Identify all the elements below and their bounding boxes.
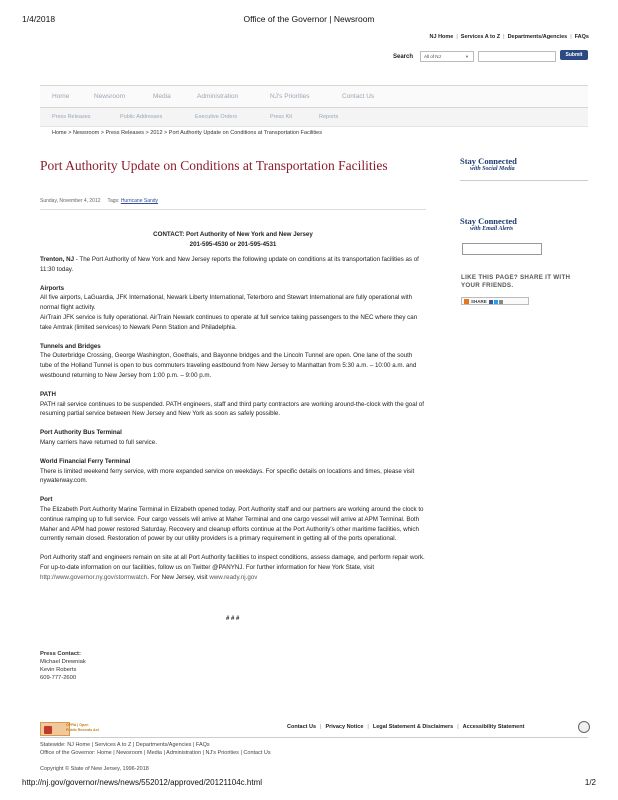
opra-logo-mark <box>44 726 52 734</box>
nav-home[interactable]: Home <box>52 93 70 100</box>
email-alert-input[interactable] <box>462 243 542 255</box>
section-heading: PATH <box>40 390 56 398</box>
section-heading: Port Authority Bus Terminal <box>40 429 122 437</box>
share-button[interactable] <box>461 297 529 305</box>
press-contact-phone: 609-777-2600 <box>40 675 77 681</box>
social-title: Stay Connected <box>460 156 517 166</box>
subnav-reports[interactable]: Reports <box>319 114 339 120</box>
main-nav <box>40 85 588 108</box>
social-media-widget[interactable] <box>460 156 588 181</box>
footer-legal-link[interactable]: Legal Statement & Disclaimers <box>372 724 454 730</box>
util-link-nj-home[interactable]: NJ Home <box>429 34 454 40</box>
press-contact-label: Press Contact: <box>40 651 81 657</box>
nav-administration[interactable]: Administration <box>197 93 239 100</box>
utility-nav: NJ Home | Services A to Z | Departments/Agencies | FAQs <box>429 34 589 40</box>
footer-divider <box>40 737 588 738</box>
end-mark: # # # <box>226 616 240 622</box>
closing-text: Port Authority staff and engineers remain on site at all Port Authority facilities to inspect conditions, assess damage, and perform repair work. For up-to-date information on our facilities, follow us on Twitter @PANYNJ. For further information for New York State, visit <box>40 554 425 571</box>
footer-accessibility-link[interactable]: Accessibility Statement <box>462 724 525 730</box>
email-icon <box>499 300 503 304</box>
press-contact <box>40 650 86 682</box>
opra-logo-text <box>66 723 99 732</box>
contact-block <box>40 230 426 249</box>
facebook-icon <box>489 300 493 304</box>
dateline: Trenton, NJ <box>40 256 75 263</box>
press-contact-name: Michael Drewniak <box>40 659 86 665</box>
intro-paragraph <box>40 255 426 275</box>
footer-office-links[interactable]: Office of the Governor: Home | Newsroom | Media | Administration | NJ's Priorities | Contact Us <box>40 749 271 756</box>
nav-newsroom[interactable]: Newsroom <box>94 93 126 100</box>
state-seal-icon <box>578 721 590 733</box>
section-text: PATH rail service continues to be suspended. PATH engineers, staff and third party contractors are working around-the-clock with the goal of resuming partial service between New Jersey and New York as soon as safely possible. <box>40 400 424 418</box>
tag-link[interactable]: Hurricane Sandy <box>120 198 159 204</box>
section-text: The Elizabeth Port Authority Marine Terminal in Elizabeth opened today. Port Authority staff and our partners are working around the clock to continue ramping up to full service. Four cargo vessels will arrive at Maher Terminal and one cargo vessel will arrive at APM Terminal. Both Maher and APM had power restored Saturday. Recovery and cleanup efforts continue at the Port Authority's other maritime facilities, which currently remain closed. Restoration of power by our utility providers is a primary requirement in getting all of the ports operational. <box>40 505 424 543</box>
section-text: There is limited weekend ferry service, with more expanded service on weekdays. For specific details on locations and times, please visit nywaterway.com. <box>40 467 415 485</box>
print-date: 1/4/2018 <box>22 14 56 24</box>
nav-media[interactable]: Media <box>153 93 171 100</box>
press-contact-name: Kevin Roberts <box>40 667 77 673</box>
footer-links: Contact Us | Privacy Notice | Legal Statement & Disclaimers | Accessibility Statement <box>287 724 525 730</box>
breadcrumb[interactable]: Home > Newsroom > Press Releases > 2012 > Port Authority Update on Conditions at Transportation Facilities <box>52 130 322 136</box>
contact-line-2: 201-595-4530 or 201-595-4531 <box>189 240 277 248</box>
twitter-icon <box>494 300 498 304</box>
section-heading: Airports <box>40 284 65 292</box>
opra-logo-line: OPRA | Open <box>66 723 89 727</box>
section-heading: Tunnels and Bridges <box>40 342 101 350</box>
subnav-executive-orders[interactable]: Executive Orders <box>195 114 238 120</box>
section-text: All five airports, LaGuardia, JFK International, Newark Liberty International, Teterboro and Stewart International are fully operational with normal flight activity. <box>40 294 413 312</box>
footer-contact-link[interactable]: Contact Us <box>287 724 317 730</box>
article-body <box>40 255 426 592</box>
chevron-down-icon: ▼ <box>465 54 469 59</box>
email-subtitle: with Email Alerts <box>470 226 514 232</box>
footer-statewide-links[interactable]: Statewide: NJ Home | Services A to Z | Departments/Agencies | FAQs <box>40 742 210 748</box>
util-link-departments[interactable]: Departments/Agencies <box>507 34 568 40</box>
intro-text: - The Port Authority of New York and New Jersey reports the following update on conditions at its transportation facilities as of 11:30 today. <box>40 256 419 273</box>
search-scope-select[interactable] <box>420 51 474 62</box>
tags-label: Tags: <box>107 198 120 204</box>
divider <box>460 180 588 181</box>
nav-priorities[interactable]: NJ's Priorities <box>270 93 310 100</box>
section-heading: World Financial Ferry Terminal <box>40 457 131 465</box>
search-label: Search <box>393 54 414 60</box>
search-submit-button[interactable]: Submit <box>560 50 588 60</box>
share-label: SHARE <box>471 299 487 304</box>
section-text: AirTrain JFK service is fully operational. AirTrain Newark continues to operate at full service taking passengers to the NEC where they can take Amtrak (limited services) to Newark Penn Station and Philadelphia. <box>40 313 418 331</box>
ready-nj-link[interactable]: www.ready.nj.gov <box>209 573 258 581</box>
share-prompt: LIKE THIS PAGE? SHARE IT WITH YOUR FRIENDS. <box>461 274 571 289</box>
nav-contact[interactable]: Contact Us <box>342 93 375 100</box>
section-heading: Port <box>40 496 53 504</box>
search-input[interactable] <box>478 51 556 62</box>
closing-paragraph <box>40 553 426 582</box>
share-icon <box>464 299 469 304</box>
section-text: The Outerbridge Crossing, George Washington, Goethals, and Bayonne bridges and the Lincoln Tunnel are open. One lane of the south tube of the Holland Tunnel is open to bus commuters traveling eastbound from New Jersey to Manhattan from 5:30 a.m. – 10:00 a.m. and westbound returning to New Jersey from 1:00 p.m. – 9:00 p.m. <box>40 352 417 379</box>
footer-nav-lines <box>40 742 271 757</box>
print-page-number: 1/2 <box>584 778 596 787</box>
subnav-press-releases[interactable]: Press Releases <box>52 114 91 120</box>
search-scope-value: All of NJ <box>424 54 441 59</box>
email-alerts-widget <box>460 216 588 232</box>
print-url: http://nj.gov/governor/news/news/552012/approved/20121104c.html <box>22 778 263 787</box>
section-text: Many carriers have returned to full service. <box>40 438 157 446</box>
sub-nav <box>40 108 588 127</box>
article-meta <box>40 198 426 210</box>
util-link-services[interactable]: Services A to Z <box>460 34 501 40</box>
page-title: Port Authority Update on Conditions at Transportation Facilities <box>40 158 388 173</box>
subnav-press-kit[interactable]: Press Kit <box>270 114 293 120</box>
email-title: Stay Connected <box>460 216 517 226</box>
closing-text: . For New Jersey, visit <box>147 573 210 581</box>
footer-privacy-link[interactable]: Privacy Notice <box>325 724 364 730</box>
article-date: Sunday, November 4, 2012 <box>40 198 101 204</box>
print-footer <box>22 778 596 787</box>
subnav-public-addresses[interactable]: Public Addresses <box>120 114 163 120</box>
contact-line-1: CONTACT: Port Authority of New York and New Jersey <box>153 231 313 238</box>
opra-logo-line: Public Records Act <box>66 727 99 732</box>
copyright: Copyright © State of New Jersey, 1996-2018 <box>40 766 149 772</box>
ny-stormwatch-link[interactable]: http://www.governor.ny.gov/stormwatch <box>40 573 148 581</box>
print-title: Office of the Governor | Newsroom <box>243 14 375 24</box>
util-link-faqs[interactable]: FAQs <box>574 34 589 40</box>
social-subtitle: with Social Media <box>470 166 515 172</box>
